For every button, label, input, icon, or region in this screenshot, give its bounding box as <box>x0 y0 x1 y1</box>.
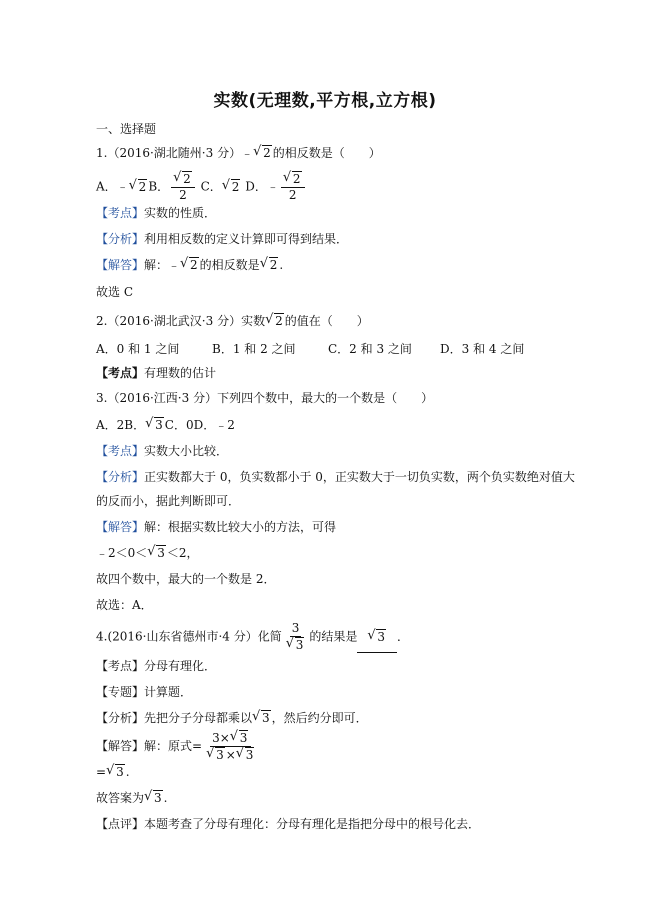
q2-option-a: A．0 和 1 之间 <box>96 342 180 356</box>
q1-option-d: D．﹣ <box>245 179 279 194</box>
q4-zhuanti: 【专题】计算题． <box>96 685 193 699</box>
page-title: 实数(无理数,平方根,立方根) <box>213 91 437 111</box>
fraction: 3 √ 3 <box>285 621 304 652</box>
jieda-tag: 【解答】 <box>96 520 145 534</box>
sqrt-symbol: √ 2 <box>253 144 271 160</box>
q1-stem <box>96 143 381 163</box>
radicand: 2 <box>138 179 147 194</box>
radicand: 3 <box>154 791 162 805</box>
kaodian-tag: 【考点】 <box>96 366 145 380</box>
q1-stem-text-b: 的相反数是（ ） <box>272 146 381 160</box>
kaodian-tag: 【考点】 <box>96 206 145 220</box>
q4-stem-text-a: 4.(2016·山东省德州市·4 分）化简 <box>96 629 282 644</box>
fenxi-text: ，然后约分即可． <box>271 711 368 725</box>
radicand: 3 <box>157 546 165 560</box>
equals-sign: = <box>96 765 107 779</box>
q4-fenxi <box>96 708 368 728</box>
q1-kaodian <box>96 203 216 223</box>
period: ． <box>397 629 410 644</box>
q4-jieda <box>96 730 259 763</box>
fenxi-text: 利用相反数的定义计算即可得到结果． <box>144 232 349 246</box>
fenxi-text: 【分析】先把分子分母都乘以 <box>96 711 253 725</box>
sqrt-symbol: √ 2 <box>265 312 283 328</box>
sqrt-symbol: √ 3 <box>144 789 162 805</box>
q1-option-b: B． <box>148 179 170 194</box>
q3-answer: 故选：A． <box>96 598 153 612</box>
q1-option-a: A．﹣ <box>96 179 129 194</box>
kaodian-text: 有理数的估计 <box>144 366 217 380</box>
denominator: 2 <box>179 188 187 202</box>
q3-option-a-b: A．2B． <box>96 418 146 432</box>
q2-stem-text-a: 2.（2016·湖北武汉·3 分）实数 <box>96 314 266 328</box>
sqrt-symbol: √ 2 <box>128 177 147 194</box>
q4-answer <box>96 788 167 808</box>
q3-option-c-d: C．0D．﹣2 <box>164 418 235 432</box>
kaodian-text: 实数的性质． <box>144 206 217 220</box>
radicand: 2 <box>269 258 278 272</box>
sqrt-symbol: √ 2 <box>180 256 198 272</box>
q4-result <box>96 762 130 782</box>
sqrt-symbol: √ 2 <box>259 256 278 272</box>
jieda-tag: 【解答】 <box>96 258 145 272</box>
answer-blank: √ 3 <box>357 622 397 653</box>
fraction: 3× √ 3 √ 3 × √ 3 <box>206 729 254 762</box>
radicand: 2 <box>190 258 198 272</box>
q4-stem <box>96 621 409 653</box>
sqrt-symbol: √ 2 <box>221 177 240 194</box>
sqrt-symbol: √ 3 <box>147 544 165 560</box>
radicand: 3 <box>245 748 254 762</box>
fenxi-text: 正实数都大于 0，负实数都小于 0，正实数大于一切负实数，两个负实数绝对值大 <box>144 470 575 484</box>
q4-kaodian: 【考点】分母有理化． <box>96 659 217 673</box>
radicand: 3 <box>216 748 224 762</box>
q1-jieda <box>96 255 283 275</box>
q3-kaodian <box>96 441 228 461</box>
fenxi-tag: 【分析】 <box>96 470 145 484</box>
radicand: 3 <box>377 629 386 644</box>
radicand: 3 <box>239 731 248 745</box>
q4-dianping: 【点评】本题考查了分母有理化：分母有理化是指把分母中的根号化去． <box>96 817 481 831</box>
period: . <box>279 258 284 272</box>
q2-option-c: C．2 和 3 之间 <box>328 342 412 356</box>
q3-conclusion: 故四个数中，最大的一个数是 2． <box>96 572 276 586</box>
q2-stem <box>96 311 369 331</box>
inequality-text: ＜2， <box>166 546 199 560</box>
q3-options <box>96 415 235 435</box>
q3-fenxi <box>96 467 575 487</box>
radicand: 3 <box>116 765 124 779</box>
kaodian-tag: 【考点】 <box>96 444 145 458</box>
jieda-text: 解：﹣ <box>144 258 181 272</box>
kaodian-text: 实数大小比较． <box>144 444 229 458</box>
q2-options <box>96 339 524 359</box>
q1-option-c: C． <box>200 179 222 194</box>
fenxi-tag: 【分析】 <box>96 232 145 246</box>
radicand: 3 <box>262 711 270 725</box>
q3-jieda <box>96 517 336 537</box>
q3-stem: 3.（2016·江西·3 分）下列四个数中，最大的一个数是（ ） <box>96 391 434 405</box>
radicand: 3 <box>155 418 163 432</box>
radicand: 2 <box>231 179 240 194</box>
q1-answer: 故选 C <box>96 285 133 299</box>
sqrt-symbol: √ 3 <box>106 763 124 779</box>
jieda-text: 【解答】解：原式= <box>96 739 203 753</box>
sqrt-symbol: √ 3 <box>145 416 163 432</box>
q3-fenxi-cont: 的反而小，据此判断即可． <box>96 494 241 508</box>
q3-inequality <box>96 543 199 563</box>
inequality-text: ﹣2＜0＜ <box>96 546 148 560</box>
q1-fenxi <box>96 229 348 249</box>
sqrt-symbol: √ 3 <box>252 709 270 725</box>
fraction: √ 2 2 <box>281 171 305 203</box>
q2-stem-text-b: 的值在（ ） <box>284 314 369 328</box>
radicand: 2 <box>275 314 283 328</box>
radicand: 2 <box>292 172 301 186</box>
denominator: 2 <box>288 188 297 202</box>
numerator: 3 <box>291 621 300 635</box>
radicand: 2 <box>263 146 271 160</box>
times-sign: × <box>225 748 236 762</box>
jieda-text: 解：根据实数比较大小的方法，可得 <box>144 520 337 534</box>
q2-kaodian <box>96 363 216 383</box>
q2-option-b: B．1 和 2 之间 <box>212 342 296 356</box>
answer-text: 故答案为 <box>96 791 145 805</box>
q2-option-d: D．3 和 4 之间 <box>440 342 525 356</box>
q1-stem-text-a: 1.（2016·湖北随州·3 分）﹣ <box>96 146 254 160</box>
period: . <box>125 765 130 779</box>
q1-options <box>96 171 307 203</box>
radicand: 3 <box>295 638 304 652</box>
section-heading: 一、选择题 <box>96 122 157 136</box>
numerator-text: 3× <box>212 731 230 745</box>
jieda-text: 的相反数是 <box>199 258 260 272</box>
q4-stem-text-b: 的结果是 <box>309 629 358 644</box>
radicand: 2 <box>183 172 191 186</box>
period: . <box>163 791 168 805</box>
fraction: √ 2 2 <box>171 171 195 203</box>
